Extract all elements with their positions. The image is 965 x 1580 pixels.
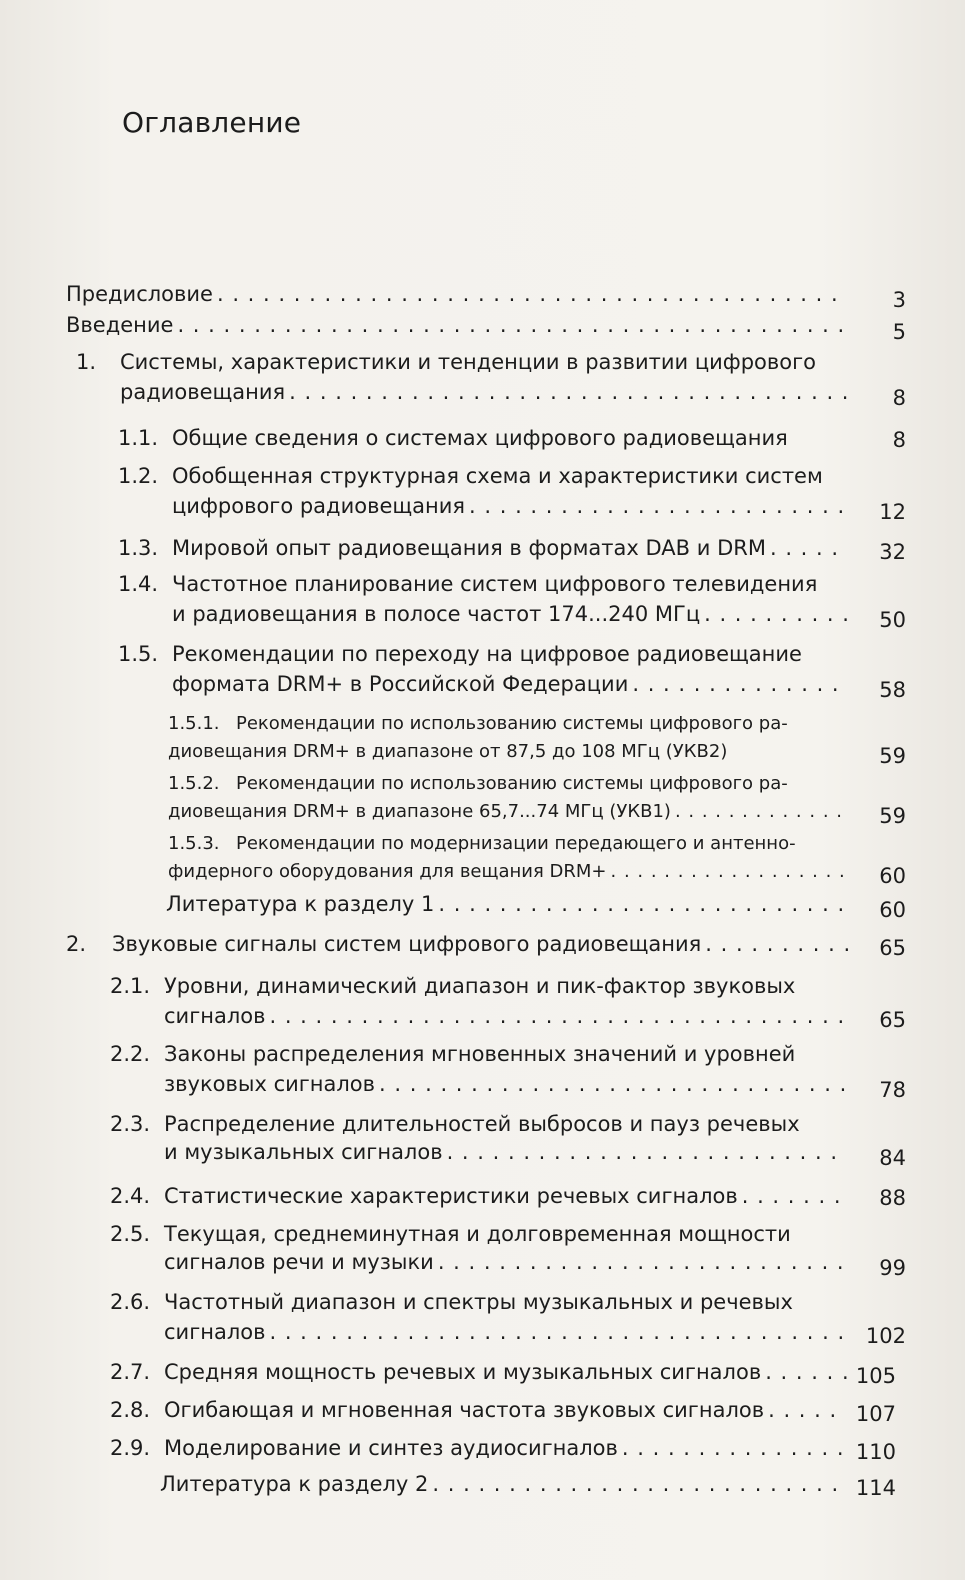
toc-entry-label: Средняя мощность речевых и музыкальных сигналов [164, 1360, 762, 1384]
toc-entry [66, 930, 852, 958]
toc-entry-number: 1.5.1. [168, 713, 220, 734]
dot-leader [704, 600, 848, 628]
toc-entry-page: 60 [879, 864, 906, 888]
toc-entry-number: 1.1. [118, 426, 159, 450]
dot-leader [438, 890, 848, 918]
toc-entry [110, 1396, 846, 1424]
toc-entry-page: 105 [855, 1364, 896, 1388]
dot-leader [768, 1396, 842, 1424]
toc-entry-page: 3 [892, 288, 906, 312]
dot-leader [622, 1434, 842, 1462]
toc-entry [168, 858, 852, 886]
toc-entry-label: Рекомендации по использованию системы цифрового ра- [236, 713, 788, 734]
toc-entry-number: 1.2. [118, 464, 159, 488]
toc-entry-label: Предисловие [66, 282, 213, 306]
toc-entry-page: 58 [879, 678, 906, 702]
toc-entry-number: 1.3. [118, 536, 159, 560]
toc-entry-page: 84 [879, 1146, 906, 1170]
dot-leader [289, 378, 848, 406]
toc-entry [164, 1318, 852, 1346]
toc-entry-label: Уровни, динамический диапазон и пик-фактор звуковых [164, 974, 796, 998]
toc-entry-label-cont: диовещания DRM+ в диапазоне от 87,5 до 108 МГц (УКВ2) [168, 741, 728, 762]
toc-entry-number: 2.5. [110, 1222, 151, 1246]
toc-entry-label: Статистические характеристики речевых сигналов [164, 1184, 738, 1208]
toc-entry [164, 1248, 852, 1276]
toc-entry [172, 492, 852, 520]
toc-entry-page: 107 [855, 1402, 896, 1426]
toc-entry-label: Моделирование и синтез аудиосигналов [164, 1436, 618, 1460]
toc-entry-page: 65 [879, 936, 906, 960]
toc-entry-number: 2.4. [110, 1184, 151, 1208]
dot-leader [632, 670, 848, 698]
dot-leader [675, 798, 848, 826]
toc-entry-page: 114 [855, 1476, 896, 1500]
toc-entry-label: Частотный диапазон и спектры музыкальных и речевых [164, 1290, 793, 1314]
dot-leader [217, 280, 848, 308]
toc-entry-label: Законы распределения мгновенных значений и уровней [164, 1042, 796, 1066]
dot-leader [742, 1182, 848, 1210]
toc-entry-number: 2.9. [110, 1436, 151, 1460]
toc-entry-number: 2.7. [110, 1360, 151, 1384]
toc-entry-label: Введение [66, 313, 174, 337]
toc-entry-label-cont: и радиовещания в полосе частот 174...240 МГц [172, 602, 701, 626]
toc-entry [110, 1434, 846, 1462]
toc-entry-label-cont: фидерного оборудования для вещания DRM+ [168, 861, 607, 882]
toc-entry [66, 280, 852, 308]
toc-entry-page: 88 [879, 1186, 906, 1210]
page-title: Оглавление [122, 106, 302, 139]
dot-leader [469, 492, 848, 520]
toc-entry-page: 8 [892, 386, 906, 410]
toc-entry-page: 50 [879, 608, 906, 632]
dot-leader [438, 1248, 848, 1276]
dot-leader [177, 311, 848, 339]
toc-entry-number: 1.5. [118, 642, 159, 666]
dot-leader [432, 1470, 842, 1498]
toc-entry-page: 32 [879, 540, 906, 564]
toc-entry-page: 110 [855, 1440, 896, 1464]
toc-entry [160, 1470, 846, 1498]
toc-entry-page: 78 [879, 1078, 906, 1102]
toc-entry-page: 59 [879, 744, 906, 768]
toc-entry-page: 102 [865, 1324, 906, 1348]
toc-entry-number: 1.5.2. [168, 773, 220, 794]
toc-entry-label-cont: цифрового радиовещания [172, 494, 466, 518]
dot-leader [269, 1002, 848, 1030]
toc-entry-page: 5 [892, 320, 906, 344]
toc-entry-number: 2.8. [110, 1398, 151, 1422]
dot-leader [447, 1138, 848, 1166]
toc-entry [166, 890, 852, 918]
toc-entry-label: Распределение длительностей выбросов и пауз речевых [164, 1112, 800, 1136]
toc-entry [66, 311, 852, 339]
toc-entry-label-cont: сигналов [164, 1320, 266, 1344]
toc-entry-label: Звуковые сигналы систем цифрового радиовещания [112, 932, 702, 956]
toc-entry [120, 378, 852, 406]
toc-entry-label: Текущая, среднеминутная и долговременная мощности [164, 1222, 791, 1246]
toc-entry-label-cont: радиовещания [120, 380, 286, 404]
toc-entry-page: 12 [879, 500, 906, 524]
toc-entry-number: 1.4. [118, 572, 159, 596]
toc-entry-number: 1.5.3. [168, 833, 220, 854]
toc-entry-page: 59 [879, 804, 906, 828]
toc-entry-number: 2.6. [110, 1290, 151, 1314]
dot-leader [611, 858, 849, 886]
toc-entry-label-cont: сигналов [164, 1004, 266, 1028]
dot-leader [705, 930, 848, 958]
toc-entry-label-cont: диовещания DRM+ в диапазоне 65,7...74 МГц (УКВ1) [168, 801, 671, 822]
toc-entry-label: Огибающая и мгновенная частота звуковых сигналов [164, 1398, 765, 1422]
toc-entry-number: 2. [66, 932, 87, 956]
toc-entry-page: 99 [879, 1256, 906, 1280]
toc-entry-page: 8 [892, 428, 906, 452]
toc-entry-label-cont: и музыкальных сигналов [164, 1140, 443, 1164]
toc-entry-label: Литература к разделу 1 [166, 892, 435, 916]
toc-entry-label: Общие сведения о системах цифрового радиовещания [172, 426, 788, 450]
dot-leader [269, 1318, 848, 1346]
toc-entry-label: Частотное планирование систем цифрового телевидения [172, 572, 818, 596]
dot-leader [770, 534, 848, 562]
toc-entry-label: Обобщенная структурная схема и характеристики систем [172, 464, 823, 488]
toc-entry-number: 1. [76, 350, 97, 374]
dot-leader [379, 1070, 848, 1098]
toc-entry-label-cont: звуковых сигналов [164, 1072, 376, 1096]
toc-entry [172, 600, 852, 628]
toc-entry [164, 1070, 852, 1098]
toc-entry [164, 1002, 852, 1030]
toc-entry [168, 798, 852, 826]
toc-entry [110, 1358, 852, 1386]
toc-entry [164, 1138, 852, 1166]
toc-entry-number: 2.2. [110, 1042, 151, 1066]
toc-entry-label: Литература к разделу 2 [160, 1472, 429, 1496]
toc-entry [110, 1182, 852, 1210]
toc-entry [172, 670, 852, 698]
toc-entry-label: Рекомендации по модернизации передающего и антенно- [236, 833, 796, 854]
toc-entry-label: Системы, характеристики и тенденции в развитии цифрового [120, 350, 816, 374]
toc-entry-number: 2.1. [110, 974, 151, 998]
toc-entry-page: 65 [879, 1008, 906, 1032]
toc-entry-page: 60 [879, 898, 906, 922]
toc-entry-label: Мировой опыт радиовещания в форматах DAB и DRM [172, 536, 766, 560]
toc-entry-label-cont: сигналов речи и музыки [164, 1250, 434, 1274]
toc-entry-label-cont: формата DRM+ в Российской Федерации [172, 672, 629, 696]
toc-entry [118, 534, 852, 562]
toc-entry-label: Рекомендации по использованию системы цифрового ра- [236, 773, 788, 794]
toc-entry-label: Рекомендации по переходу на цифровое радиовещание [172, 642, 802, 666]
toc-entry-number: 2.3. [110, 1112, 151, 1136]
